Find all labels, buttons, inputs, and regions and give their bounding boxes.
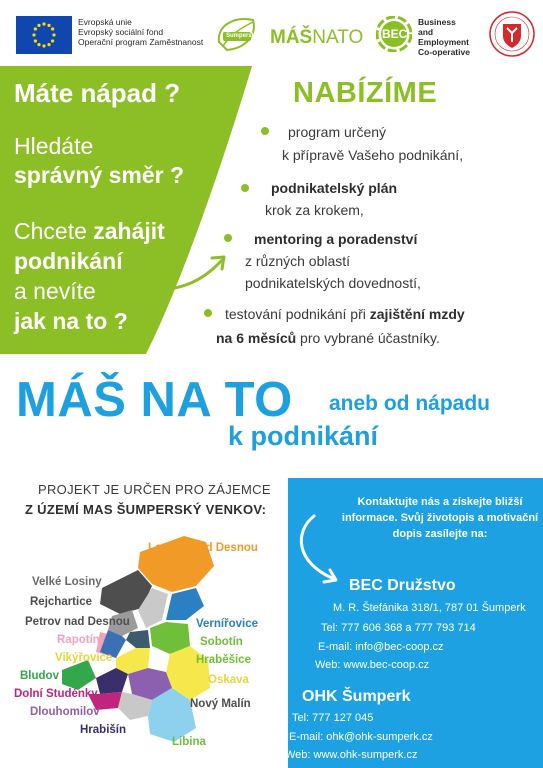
bec-line-4: Co-operative — [418, 47, 470, 57]
bec-email-link[interactable]: E-mail: info@bec-coop.cz — [318, 641, 444, 653]
map-region-bludov — [62, 660, 96, 690]
bullet-icon — [241, 184, 249, 192]
header-logos — [0, 0, 543, 66]
town-loucna: Loučná nad Desnou — [148, 542, 258, 554]
bec-logo-icon — [376, 16, 412, 52]
offer-item-1 — [288, 121, 386, 143]
offer-item-3 — [254, 228, 417, 250]
region-map — [0, 528, 300, 768]
offer-item-4b — [216, 327, 440, 349]
contact-intro: Kontaktujte nás a získejte bližší informace. Svůj životopis a motivační dopis zasílejte na: — [341, 496, 539, 540]
town-bludov: Bludov — [20, 670, 59, 682]
offer-item-4-l1b: zajištění mzdy — [369, 306, 465, 322]
town-libina: Libina — [172, 736, 206, 748]
bullet-icon — [261, 127, 269, 135]
offer-item-3b — [245, 250, 350, 272]
offer-item-4-l2a: na 6 měsíců — [216, 330, 297, 346]
ohk-contact-title: OHK Šumperk — [302, 688, 411, 705]
offer-item-4-l1a: testování podnikání při — [225, 306, 370, 322]
eu-program-text — [78, 17, 203, 47]
question-start-l4: jak na to ? — [14, 308, 128, 334]
question-start-l1: Chcete — [14, 218, 94, 244]
offer-item-4-l2b: pro vybrané účastníky. — [296, 330, 440, 346]
town-dolni-studenky: Dolní Studénky — [14, 688, 98, 700]
bec-line-2: and — [418, 27, 434, 37]
ohk-web-link[interactable]: Web: www.ohk-sumperk.cz — [285, 749, 418, 761]
eu-flag-icon — [16, 16, 72, 54]
question-idea: Máte nápad ? — [14, 78, 181, 108]
bullet-icon — [224, 234, 232, 242]
question-direction-b: správný směr ? — [14, 162, 185, 188]
eu-line-1: Evropská unie — [78, 17, 132, 27]
question-direction-a: Hledáte — [14, 133, 94, 159]
town-hrabesice: Hraběšice — [196, 654, 251, 666]
map-region-hrabesice — [126, 630, 150, 648]
offer-item-1b — [282, 144, 463, 166]
town-velke-losiny: Velké Losiny — [32, 576, 102, 588]
offer-item-3-l2: z různých oblastí — [245, 253, 351, 269]
headline-main: MÁŠ NA TO — [16, 373, 293, 427]
masnato-logo-part-1: MÁŠ — [270, 27, 313, 48]
mas-sumpersky-logo — [213, 12, 261, 56]
offer-item-3-l3: podnikatelských dovedností, — [245, 275, 421, 291]
offer-item-4 — [225, 303, 465, 325]
offer-item-2 — [271, 177, 397, 199]
chamber-crest-icon — [488, 10, 536, 58]
question-start-l2: podnikání — [14, 248, 123, 274]
offer-item-1-l2: k přípravě Vašeho podnikání, — [282, 147, 464, 163]
project-line-1: PROJEKT JE URČEN PRO ZÁJEMCE — [38, 482, 271, 497]
bec-logo-text: BEC — [382, 27, 408, 41]
arrow-to-offer-icon — [150, 246, 232, 296]
project-line-2: Z ÚZEMÍ MAS ŠUMPERSKÝ VENKOV: — [25, 502, 267, 517]
offer-item-1-l1: program určený — [288, 124, 387, 140]
map-region-vernirovice — [166, 588, 204, 620]
town-oskava: Oskava — [208, 674, 249, 686]
question-start-l1b: zahájit — [93, 218, 165, 244]
town-petrov: Petrov nad Desnou — [25, 616, 130, 628]
offer-item-3c — [245, 272, 421, 294]
map-region-dolni-studenky — [96, 668, 128, 694]
town-rejchartice: Rejchartice — [30, 596, 93, 608]
bec-phone: Tel: 777 606 368 a 777 793 714 — [321, 622, 476, 634]
bec-line-1: Business — [418, 17, 456, 27]
bec-address: M. R. Štefánika 318/1, 787 01 Šumperk — [333, 602, 526, 614]
ohk-email-link[interactable]: E-mail: ohk@ohk-sumperk.cz — [289, 731, 433, 743]
ohk-phone: Tel: 777 127 045 — [292, 712, 374, 724]
offer-item-2-l1: podnikatelský plán — [271, 180, 398, 196]
eu-line-2: Evropský sociální fond — [78, 27, 164, 37]
offer-item-3-l1: mentoring a poradenství — [254, 231, 418, 247]
headline-sub-2: k podnikání — [228, 421, 379, 451]
town-hrabisin: Hrabišín — [80, 724, 127, 736]
town-vikyrovice: Vikýřovice — [55, 652, 113, 664]
bec-contact-title: BEC Družstvo — [349, 577, 456, 594]
town-rapotin: Rapotín — [57, 634, 100, 646]
town-vernirovice: Vernířovice — [196, 618, 259, 630]
offer-title: NABÍZÍME — [293, 77, 438, 109]
masnato-logo — [270, 27, 363, 49]
town-dlouhomilov: Dlouhomilov — [30, 706, 100, 718]
bec-line-3: Employment — [418, 37, 470, 47]
headline-sub-1: aneb od nápadu — [329, 392, 491, 415]
eu-line-3: Operační program Zaměstnanost — [78, 37, 204, 47]
masnato-logo-part-2: NATO — [312, 27, 364, 48]
mas-logo-text: Šumperský — [226, 33, 259, 39]
offer-item-2b — [265, 199, 364, 221]
town-sobotin: Sobotín — [200, 636, 243, 648]
bullet-icon — [204, 309, 212, 317]
offer-item-2-l2: krok za krokem, — [265, 202, 364, 218]
town-novy-malin: Nový Malín — [190, 698, 251, 710]
question-start-l3: a nevíte — [14, 278, 96, 304]
bec-name-text — [418, 17, 470, 57]
question-start — [14, 216, 165, 336]
bec-web-link[interactable]: Web: www.bec-coop.cz — [315, 659, 430, 671]
